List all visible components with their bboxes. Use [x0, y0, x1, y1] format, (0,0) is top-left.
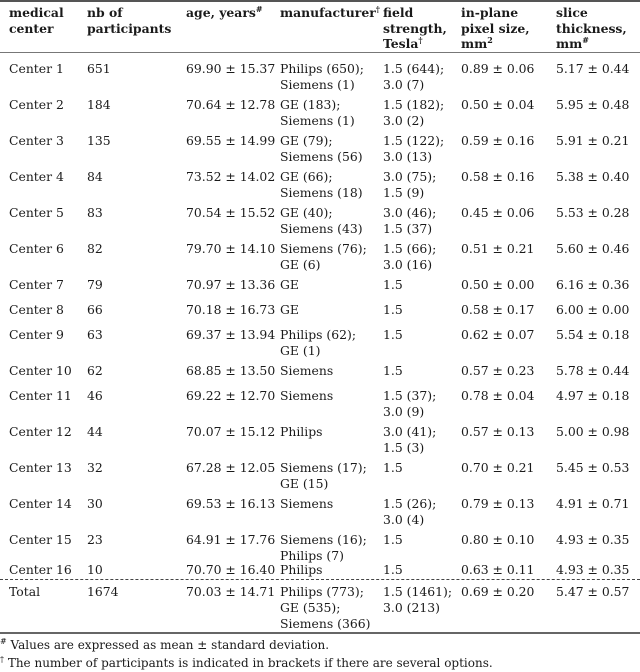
- cell-manufacturer-line: Philips (7): [280, 548, 344, 563]
- cell-manufacturer: [280, 241, 367, 273]
- cell-manufacturer-line: Philips: [280, 424, 323, 439]
- cell-manufacturer-line: Philips (650);: [280, 61, 364, 76]
- total-label: Total: [9, 584, 41, 599]
- cell-field-strength-line: 3.0 (75);: [383, 169, 437, 184]
- header-medical-center: [9, 5, 64, 36]
- cell-manufacturer: [280, 302, 299, 318]
- cell-field-strength-line: 3.0 (9): [383, 404, 425, 419]
- header-line: field: [383, 5, 414, 20]
- cell-field-strength: [383, 496, 436, 528]
- cell-manufacturer-line: GE (79);: [280, 133, 333, 148]
- cell-manufacturer: [280, 205, 363, 237]
- total-manufacturer-line: Philips (773);: [280, 584, 364, 599]
- cell-participants: 66: [87, 302, 103, 317]
- cell-age: 70.64 ± 12.78: [186, 97, 276, 112]
- cell-age: 70.18 ± 16.73: [186, 302, 276, 317]
- cell-participants: 651: [87, 61, 111, 76]
- cell-center: Center 16: [9, 562, 72, 577]
- total-participants: 1674: [87, 584, 119, 599]
- cell-pixel-size: 0.51 ± 0.21: [461, 241, 535, 256]
- cell-participants: 23: [87, 532, 103, 547]
- footnote-mark: †: [418, 35, 423, 45]
- header-field-strength: [383, 5, 447, 52]
- cell-pixel-size: 0.80 ± 0.10: [461, 532, 535, 547]
- cell-field-strength-line: 1.5 (66);: [383, 241, 437, 256]
- cell-pixel-size: 0.50 ± 0.00: [461, 277, 535, 292]
- header-slice-thickness: [556, 5, 627, 52]
- cell-field-strength: [383, 97, 444, 129]
- cell-manufacturer-line: Siemens (1): [280, 77, 355, 92]
- cell-field-strength: [383, 61, 444, 93]
- cell-manufacturer-line: Philips (62);: [280, 327, 357, 342]
- cell-field-strength-line: 1.5: [383, 302, 403, 317]
- cell-manufacturer-line: GE: [280, 302, 299, 317]
- cell-participants: 184: [87, 97, 111, 112]
- cell-field-strength-line: 1.5: [383, 532, 403, 547]
- cell-participants: 135: [87, 133, 111, 148]
- cell-manufacturer-line: GE (40);: [280, 205, 333, 220]
- footnote-hash: [0, 637, 329, 653]
- cell-participants: 83: [87, 205, 103, 220]
- cell-manufacturer-line: Siemens (17);: [280, 460, 367, 475]
- cell-center: Center 14: [9, 496, 72, 511]
- cell-age: 69.22 ± 12.70: [186, 388, 276, 403]
- cell-field-strength-line: 1.5: [383, 277, 403, 292]
- cell-participants: 30: [87, 496, 103, 511]
- cell-field-strength-line: 1.5 (37): [383, 221, 433, 236]
- cell-participants: 44: [87, 424, 103, 439]
- cell-slice-thickness: 5.91 ± 0.21: [556, 133, 630, 148]
- cell-manufacturer-line: Philips: [280, 562, 323, 577]
- header-line: participants: [87, 20, 172, 36]
- cell-manufacturer-line: GE: [280, 277, 299, 292]
- cell-manufacturer: [280, 61, 364, 93]
- cell-field-strength: [383, 241, 436, 273]
- cell-field-strength: [383, 205, 436, 237]
- cell-field-strength: [383, 277, 403, 293]
- cell-manufacturer-line: GE (66);: [280, 169, 333, 184]
- cell-slice-thickness: 5.95 ± 0.48: [556, 97, 630, 112]
- header-line: thickness,: [556, 20, 627, 36]
- cell-participants: 10: [87, 562, 103, 577]
- cell-age: 70.54 ± 15.52: [186, 205, 276, 220]
- cell-manufacturer: [280, 363, 333, 379]
- cell-field-strength: [383, 532, 403, 548]
- footnote-mark: #: [255, 4, 263, 14]
- cell-pixel-size: 0.57 ± 0.23: [461, 363, 535, 378]
- cell-field-strength-line: 3.0 (4): [383, 512, 425, 527]
- cell-field-strength-line: 1.5: [383, 327, 403, 342]
- header-manufacturer: [280, 5, 380, 21]
- cell-age: 70.07 ± 15.12: [186, 424, 276, 439]
- footnote-mark: #: [582, 35, 589, 45]
- cell-field-strength: [383, 388, 436, 420]
- total-field-strength-line: 1.5 (1461);: [383, 584, 453, 599]
- cell-manufacturer-line: Siemens (16);: [280, 532, 367, 547]
- cell-field-strength: [383, 363, 403, 379]
- cell-manufacturer: [280, 460, 367, 492]
- cell-manufacturer: [280, 277, 299, 293]
- bottom-rule: [0, 632, 640, 634]
- cell-participants: 46: [87, 388, 103, 403]
- cell-center: Center 11: [9, 388, 72, 403]
- total-manufacturer-line: Siemens (366): [280, 616, 371, 631]
- footnote-dagger: [0, 655, 493, 671]
- total-age: 70.03 ± 14.71: [186, 584, 276, 599]
- cell-pixel-size: 0.57 ± 0.13: [461, 424, 535, 439]
- cell-manufacturer: [280, 133, 363, 165]
- cell-field-strength-line: 1.5 (9): [383, 185, 425, 200]
- cell-age: 64.91 ± 17.76: [186, 532, 276, 547]
- total-field-strength: [383, 584, 452, 616]
- cell-field-strength-line: 3.0 (16): [383, 257, 433, 272]
- footnote-text: Values are expressed as mean ± standard deviation.: [10, 638, 330, 652]
- total-pixel-size: 0.69 ± 0.20: [461, 584, 535, 599]
- cell-age: 69.90 ± 15.37: [186, 61, 276, 76]
- superscript: 2: [487, 35, 493, 45]
- cell-slice-thickness: 5.53 ± 0.28: [556, 205, 630, 220]
- cell-field-strength-line: 3.0 (2): [383, 113, 425, 128]
- cell-participants: 79: [87, 277, 103, 292]
- cell-manufacturer-line: Siemens (18): [280, 185, 363, 200]
- cell-field-strength-line: 1.5: [383, 363, 403, 378]
- cell-slice-thickness: 5.00 ± 0.98: [556, 424, 630, 439]
- cell-manufacturer: [280, 388, 333, 404]
- cell-center: Center 8: [9, 302, 64, 317]
- cell-age: 70.97 ± 13.36: [186, 277, 276, 292]
- cell-manufacturer: [280, 424, 323, 440]
- cell-field-strength: [383, 169, 436, 201]
- cell-age: 69.53 ± 16.13: [186, 496, 276, 511]
- cell-manufacturer: [280, 532, 367, 564]
- cell-center: Center 5: [9, 205, 64, 220]
- top-rule: [0, 0, 640, 2]
- cell-slice-thickness: 6.00 ± 0.00: [556, 302, 630, 317]
- cell-pixel-size: 0.78 ± 0.04: [461, 388, 535, 403]
- cell-field-strength-line: 1.5 (37);: [383, 388, 437, 403]
- cell-manufacturer-line: Siemens: [280, 388, 334, 403]
- cell-manufacturer-line: Siemens (43): [280, 221, 363, 236]
- cell-age: 69.37 ± 13.94: [186, 327, 276, 342]
- header-line: pixel size,: [461, 20, 530, 36]
- header-age: [186, 5, 263, 21]
- header-line: manufacturer: [280, 5, 376, 20]
- cell-pixel-size: 0.45 ± 0.06: [461, 205, 535, 220]
- cell-center: Center 7: [9, 277, 64, 292]
- cell-manufacturer-line: Siemens (1): [280, 113, 355, 128]
- cell-pixel-size: 0.62 ± 0.07: [461, 327, 535, 342]
- header-rule: [0, 52, 640, 53]
- cell-slice-thickness: 5.78 ± 0.44: [556, 363, 630, 378]
- cell-field-strength-line: 1.5 (644);: [383, 61, 445, 76]
- total-field-strength-line: 3.0 (213): [383, 600, 440, 615]
- cell-manufacturer-line: GE (183);: [280, 97, 341, 112]
- cell-slice-thickness: 5.54 ± 0.18: [556, 327, 630, 342]
- cell-field-strength-line: 1.5: [383, 460, 403, 475]
- cell-field-strength: [383, 327, 403, 343]
- cell-slice-thickness: 4.97 ± 0.18: [556, 388, 630, 403]
- cell-pixel-size: 0.58 ± 0.17: [461, 302, 535, 317]
- cell-slice-thickness: 4.91 ± 0.71: [556, 496, 630, 511]
- cell-field-strength-line: 1.5 (3): [383, 440, 425, 455]
- cell-field-strength-line: 3.0 (7): [383, 77, 425, 92]
- cell-manufacturer-line: GE (1): [280, 343, 321, 358]
- header-line: strength,: [383, 20, 447, 36]
- header-line: in-plane: [461, 5, 519, 20]
- cell-field-strength-line: 1.5 (26);: [383, 496, 437, 511]
- cell-slice-thickness: 5.45 ± 0.53: [556, 460, 630, 475]
- cell-field-strength-line: 1.5 (122);: [383, 133, 445, 148]
- cell-center: Center 15: [9, 532, 72, 547]
- cell-slice-thickness: 4.93 ± 0.35: [556, 532, 630, 547]
- cell-pixel-size: 0.58 ± 0.16: [461, 169, 535, 184]
- cell-center: Center 1: [9, 61, 64, 76]
- footnote-mark: †: [0, 655, 4, 664]
- cell-manufacturer-line: Siemens: [280, 363, 334, 378]
- cell-center: Center 10: [9, 363, 72, 378]
- cell-manufacturer-line: GE (15): [280, 476, 329, 491]
- cell-pixel-size: 0.50 ± 0.04: [461, 97, 535, 112]
- cell-age: 79.70 ± 14.10: [186, 241, 276, 256]
- cell-participants: 84: [87, 169, 103, 184]
- cell-field-strength: [383, 133, 444, 165]
- cell-manufacturer-line: Siemens (56): [280, 149, 363, 164]
- cell-participants: 62: [87, 363, 103, 378]
- header-line: slice: [556, 5, 588, 20]
- cell-age: 68.85 ± 13.50: [186, 363, 276, 378]
- cell-field-strength-line: 3.0 (41);: [383, 424, 437, 439]
- cell-pixel-size: 0.79 ± 0.13: [461, 496, 535, 511]
- cell-age: 73.52 ± 14.02: [186, 169, 276, 184]
- cell-slice-thickness: 5.60 ± 0.46: [556, 241, 630, 256]
- cell-center: Center 2: [9, 97, 64, 112]
- cell-field-strength: [383, 460, 403, 476]
- cell-age: 67.28 ± 12.05: [186, 460, 276, 475]
- cell-slice-thickness: 5.17 ± 0.44: [556, 61, 630, 76]
- header-line: center: [9, 20, 54, 36]
- cell-participants: 63: [87, 327, 103, 342]
- header-participants: [87, 5, 171, 36]
- header-line: Tesla: [383, 36, 419, 51]
- cell-manufacturer: [280, 562, 323, 578]
- cell-slice-thickness: 6.16 ± 0.36: [556, 277, 630, 292]
- cell-center: Center 6: [9, 241, 64, 256]
- cell-field-strength: [383, 424, 436, 456]
- cell-center: Center 13: [9, 460, 72, 475]
- cell-center: Center 3: [9, 133, 64, 148]
- header-line: mm: [556, 36, 583, 51]
- cell-field-strength-line: 1.5 (182);: [383, 97, 445, 112]
- cell-pixel-size: 0.70 ± 0.21: [461, 460, 535, 475]
- footnote-mark: #: [0, 637, 7, 646]
- cell-center: Center 9: [9, 327, 64, 342]
- cell-participants: 32: [87, 460, 103, 475]
- cell-manufacturer-line: GE (6): [280, 257, 321, 272]
- header-line: age, years: [186, 5, 256, 20]
- cell-manufacturer: [280, 327, 356, 359]
- cell-manufacturer: [280, 169, 363, 201]
- total-manufacturer: [280, 584, 370, 632]
- footnote-text: The number of participants is indicated in brackets if there are several options.: [7, 656, 493, 670]
- header-line: nb of: [87, 5, 123, 20]
- cell-age: 70.70 ± 16.40: [186, 562, 276, 577]
- cell-field-strength-line: 1.5: [383, 562, 403, 577]
- cell-manufacturer: [280, 496, 333, 512]
- header-line: mm: [461, 36, 488, 51]
- cell-pixel-size: 0.89 ± 0.06: [461, 61, 535, 76]
- cell-age: 69.55 ± 14.99: [186, 133, 276, 148]
- cell-manufacturer-line: Siemens (76);: [280, 241, 367, 256]
- cell-participants: 82: [87, 241, 103, 256]
- header-line: medical: [9, 5, 64, 20]
- dashed-separator: [0, 579, 640, 580]
- cell-center: Center 12: [9, 424, 72, 439]
- cell-slice-thickness: 4.93 ± 0.35: [556, 562, 630, 577]
- cell-manufacturer-line: Siemens: [280, 496, 334, 511]
- cell-pixel-size: 0.63 ± 0.11: [461, 562, 535, 577]
- cell-pixel-size: 0.59 ± 0.16: [461, 133, 535, 148]
- cell-field-strength-line: 3.0 (13): [383, 149, 433, 164]
- cell-manufacturer: [280, 97, 355, 129]
- header-pixel-size: [461, 5, 530, 52]
- cell-field-strength-line: 3.0 (46);: [383, 205, 437, 220]
- cell-slice-thickness: 5.38 ± 0.40: [556, 169, 630, 184]
- total-slice-thickness: 5.47 ± 0.57: [556, 584, 630, 599]
- cell-field-strength: [383, 562, 403, 578]
- cell-center: Center 4: [9, 169, 64, 184]
- footnote-mark: †: [375, 4, 380, 14]
- total-manufacturer-line: GE (535);: [280, 600, 341, 615]
- cell-field-strength: [383, 302, 403, 318]
